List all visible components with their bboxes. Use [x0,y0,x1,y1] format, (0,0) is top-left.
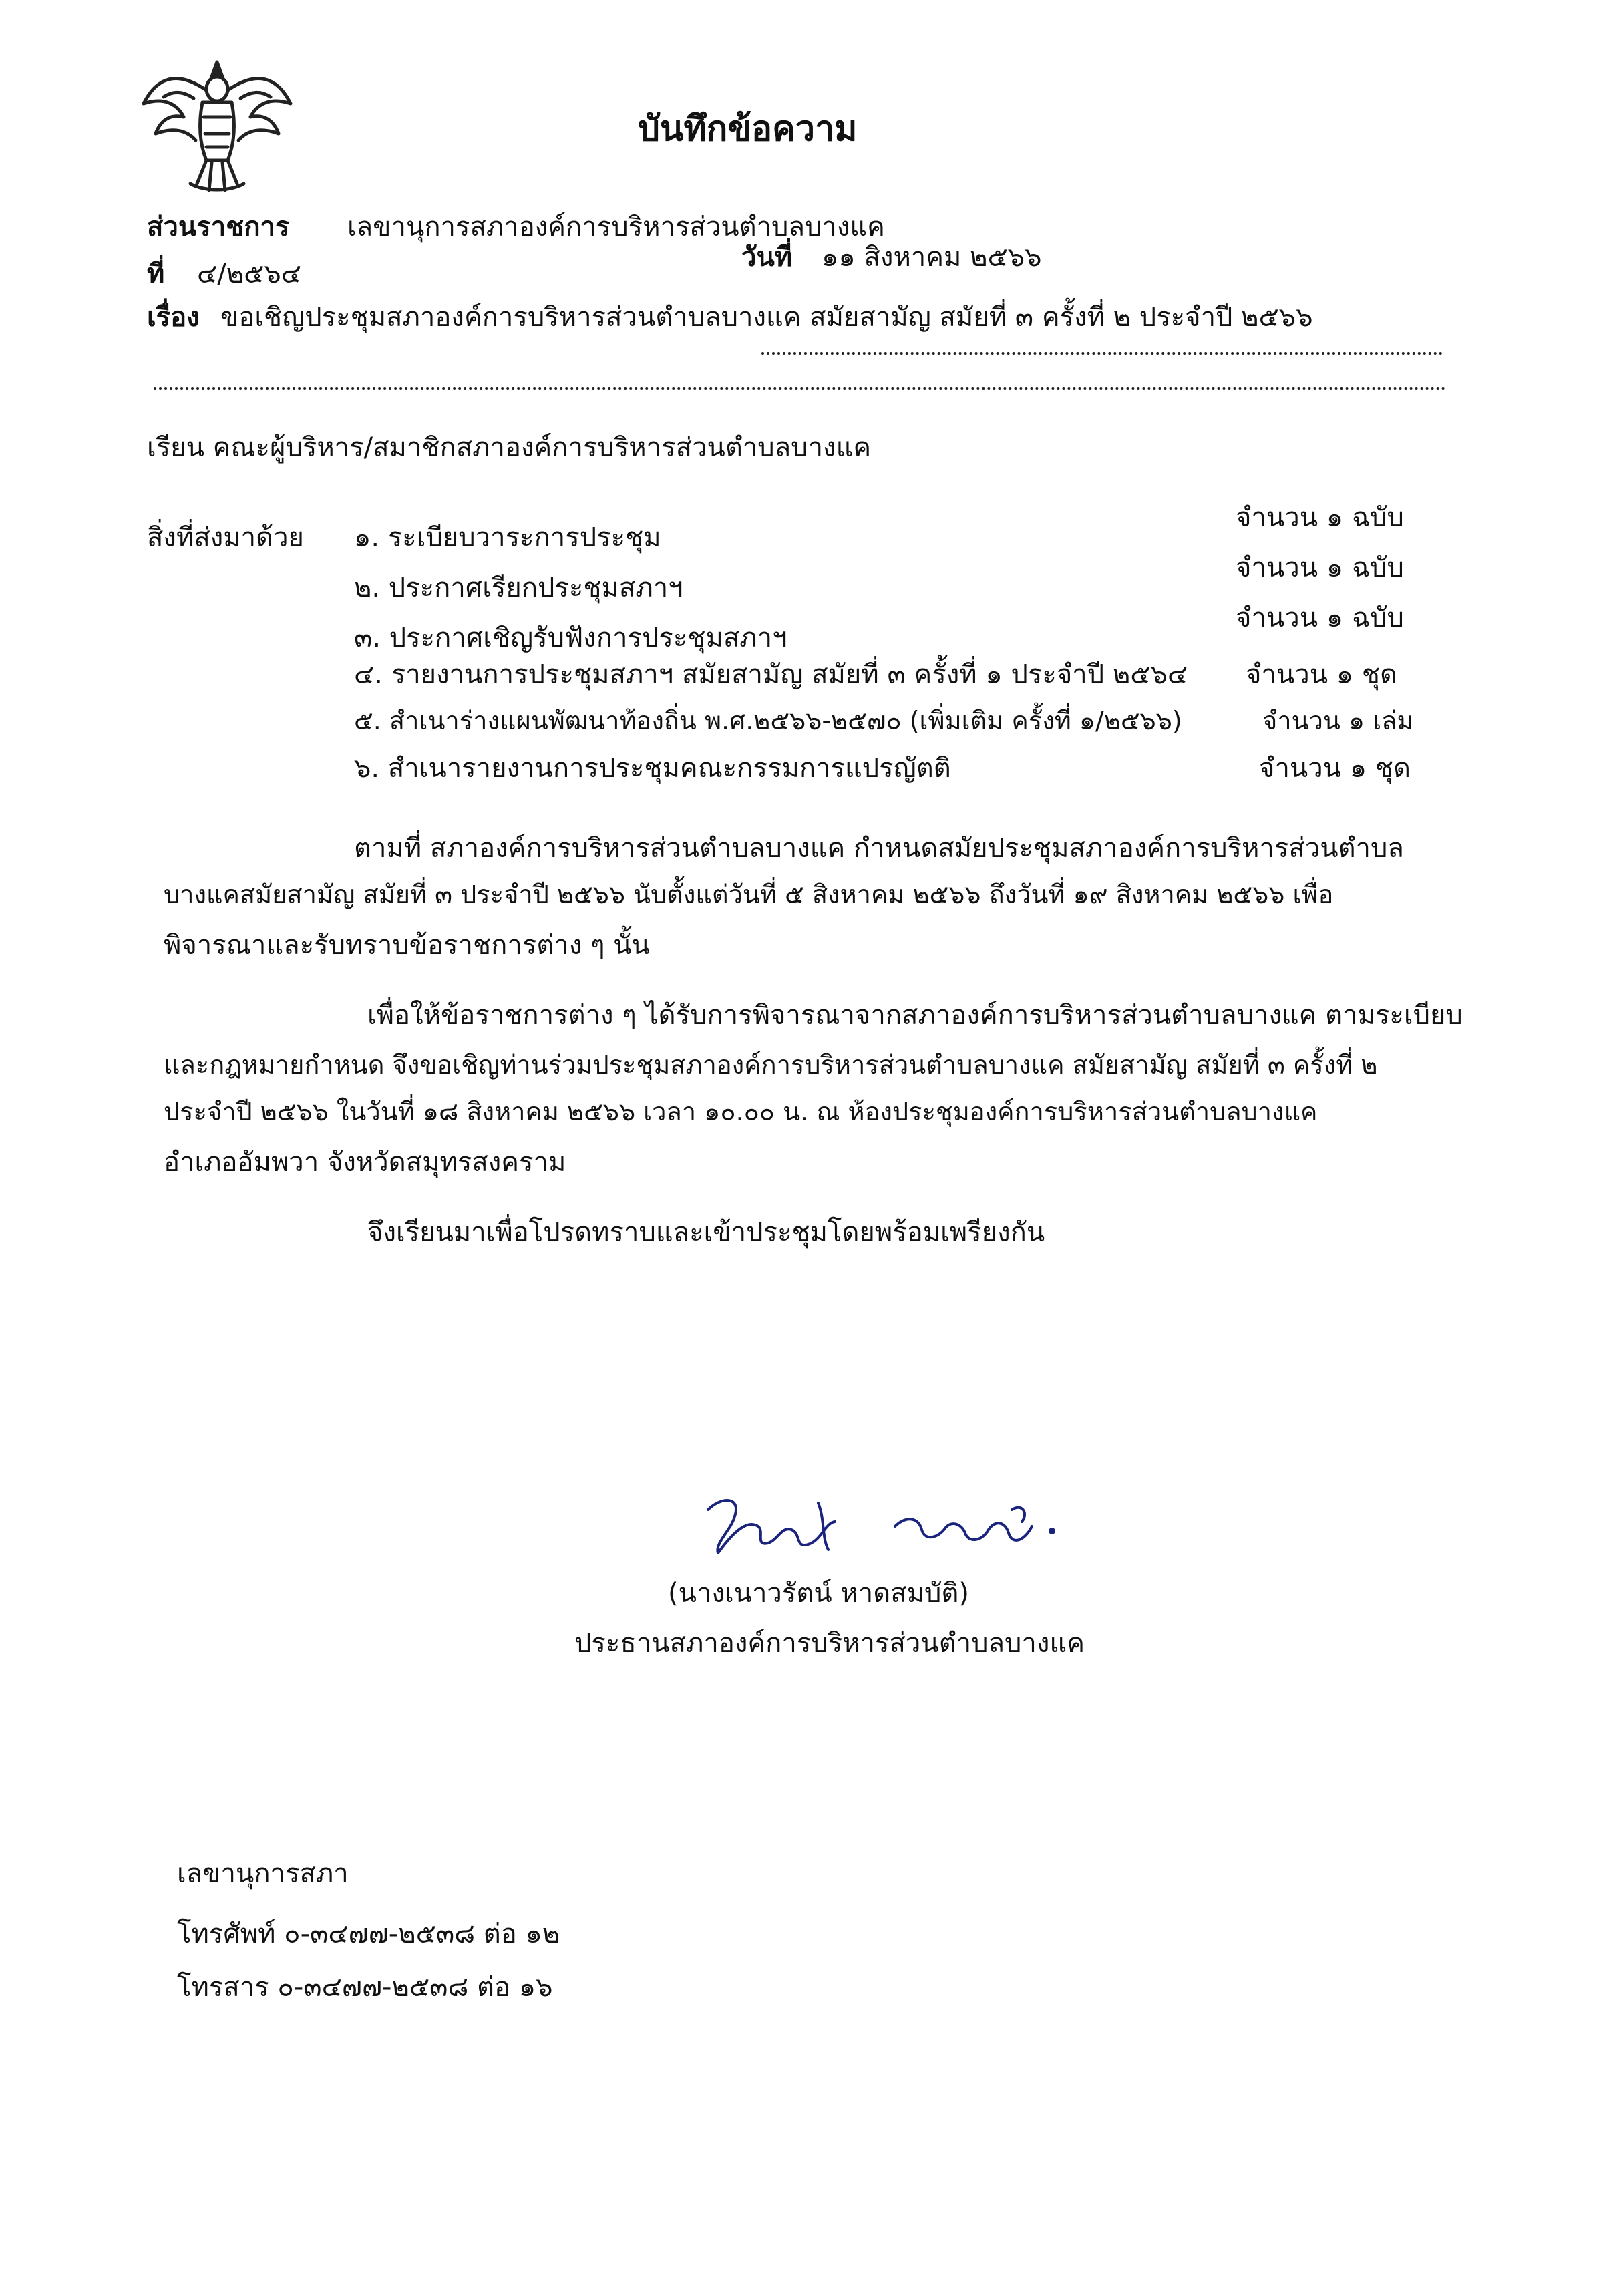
attachment-qty-6: จำนวน ๑ ชุด [1259,753,1411,784]
paragraph2-line3: ประจำปี ๒๕๖๖ ในวันที่ ๑๘ สิงหาคม ๒๕๖๖ เวลา ๑๐.๐๐ น. ณ ห้องประชุมองค์การบริหารส่วนตำบลบางแค [164,1097,1318,1126]
attachment-qty-5: จำนวน ๑ เล่ม [1262,706,1414,735]
attachment-qty-2: จำนวน ๑ ฉบับ [1236,552,1404,583]
closing-line: จึงเรียนมาเพื่อโปรดทราบและเข้าประชุมโดยพร้อมเพรียงกัน [367,1217,1045,1248]
department-value: เลขานุการสภาองค์การบริหารส่วนตำบลบางแค [347,212,885,242]
number-label: ที่ [147,259,165,289]
dotted-separator-lower [154,387,1446,390]
attachment-item-1: ๑. ระเบียบวาระการประชุม [354,522,661,553]
attachment-qty-4: จำนวน ๑ ชุด [1246,659,1397,690]
attachments-label: สิ่งที่ส่งมาด้วย [147,522,304,553]
attachment-item-6: ๖. สำเนารายงานการประชุมคณะกรรมการแปรญัตติ [354,753,951,784]
attachment-qty-3: จำนวน ๑ ฉบับ [1236,603,1404,633]
dotted-separator-upper [761,352,1443,355]
paragraph2-line4: อำเภออัมพวา จังหวัดสมุทรสงคราม [164,1147,566,1178]
footer-office: เลขานุการสภา [177,1858,349,1889]
footer-phone: โทรศัพท์ ๐-๓๔๗๗-๒๕๓๘ ต่อ ๑๒ [177,1919,560,1949]
memo-title: บันทึกข้อความ [638,109,858,149]
attachment-item-2: ๒. ประกาศเรียกประชุมสภาฯ [354,572,683,603]
footer-fax: โทรสาร ๐-๓๔๗๗-๒๕๓๘ ต่อ ๑๖ [177,1972,553,2003]
date-label: วันที่ [741,242,793,273]
attachment-item-4: ๔. รายงานการประชุมสภาฯ สมัยสามัญ สมัยที่ ๓ ครั้งที่ ๑ ประจำปี ๒๕๖๔ [354,659,1188,690]
signer-title: ประธานสภาองค์การบริหารส่วนตำบลบางแค [574,1628,1085,1659]
department-label: ส่วนราชการ [147,212,290,242]
signer-name: (นางเนาวรัตน์ หาดสมบัติ) [668,1578,969,1609]
attachment-item-3: ๓. ประกาศเชิญรับฟังการประชุมสภาฯ [354,623,787,653]
date-value: ๑๑ สิงหาคม ๒๕๖๖ [822,242,1042,273]
subject-label: เรื่อง [147,302,200,333]
signature [695,1490,1069,1563]
attachment-qty-1: จำนวน ๑ ฉบับ [1236,502,1404,533]
attachment-item-5: ๕. สำเนาร่างแผนพัฒนาท้องถิ่น พ.ศ.๒๕๖๖-๒๕๗๐ (เพิ่มเติม ครั้งที่ ๑/๒๕๖๖) [354,706,1182,735]
paragraph1-line2: บางแคสมัยสามัญ สมัยที่ ๓ ประจำปี ๒๕๖๖ นับตั้งแต่วันที่ ๕ สิงหาคม ๒๕๖๖ ถึงวันที่ ๑๙ สิงหาคม ๒๕๖๖ เพื่อ [164,880,1334,909]
paragraph1-line3: พิจารณาและรับทราบข้อราชการต่าง ๆ นั้น [164,930,650,961]
subject-value: ขอเชิญประชุมสภาองค์การบริหารส่วนตำบลบางแค สมัยสามัญ สมัยที่ ๓ ครั้งที่ ๒ ประจำปี ๒๕๖๖ [220,302,1313,333]
paragraph2-line2: และกฎหมายกำหนด จึงขอเชิญท่านร่วมประชุมสภาองค์การบริหารส่วนตำบลบางแค สมัยสามัญ สมัยที่ ๓ ครั้งที่ ๒ [164,1050,1378,1080]
number-value: ๔/๒๕๖๔ [197,259,302,289]
paragraph2-line1: เพื่อให้ข้อราชการต่าง ๆ ได้รับการพิจารณาจากสภาองค์การบริหารส่วนตำบลบางแค ตามระเบียบ [367,1000,1463,1031]
garuda-emblem [137,50,297,204]
recipient: เรียน คณะผู้บริหาร/สมาชิกสภาองค์การบริหารส่วนตำบลบางแค [147,432,872,463]
paragraph1-line1: ตามที่ สภาองค์การบริหารส่วนตำบลบางแค กำหนดสมัยประชุมสภาองค์การบริหารส่วนตำบล [354,833,1404,864]
